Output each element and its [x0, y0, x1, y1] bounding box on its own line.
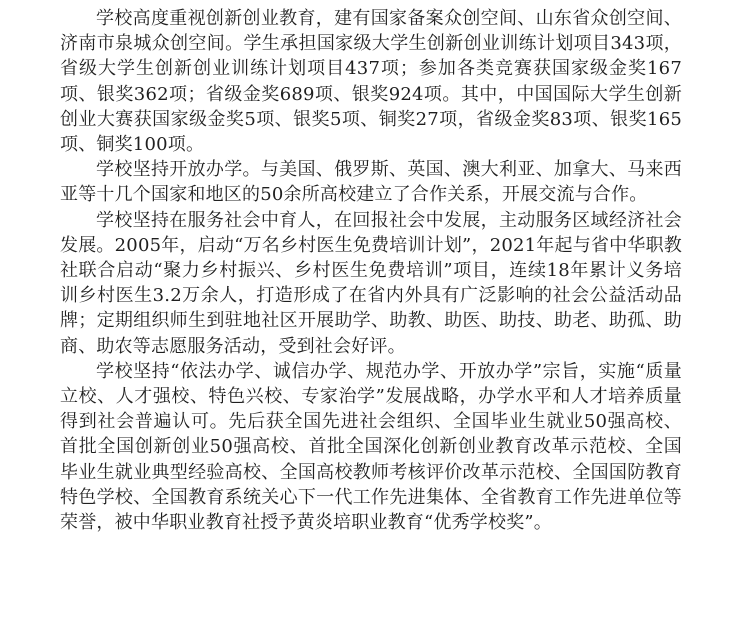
paragraph-social-service: 学校坚持在服务社会中育人，在回报社会中发展，主动服务区域经济社会发展。2005年，启动“万名乡村医生免费培训计划”，2021年起与省中华职教社联合启动“聚力乡村振兴、乡村医生免费培训”项目，连续18年累计义务培训乡村医生3.2万余人，打造形成了在省内外具有广泛影响的社会公益活动品牌；定期组织师生到驻地社区开展助学、助教、助医、助技、助老、助孤、助商、助农等志愿服务活动，受到社会好评。 [60, 209, 682, 357]
paragraph-honors: 学校坚持“依法办学、诚信办学、规范办学、开放办学”宗旨，实施“质量立校、人才强校、特色兴校、专家治学”发展战略，办学水平和人才培养质量得到社会普遍认可。先后获全国先进社会组织、全国毕业生就业50强高校、首批全国创新创业50强高校、首批全国深化创新创业教育改革示范校、全国毕业生就业典型经验高校、全国高校教师考核评价改革示范校、全国国防教育特色学校、全国教育系统关心下一代工作先进集体、全省教育工作先进单位等荣誉，被中华职业教育社授予黄炎培职业教育“优秀学校奖”。 [60, 360, 682, 534]
paragraph-open-education: 学校坚持开放办学。与美国、俄罗斯、英国、澳大利亚、加拿大、马来西亚等十几个国家和地区的50余所高校建立了合作关系，开展交流与合作。 [60, 159, 682, 206]
paragraph-innovation-entrepreneurship: 学校高度重视创新创业教育，建有国家备案众创空间、山东省众创空间、济南市泉城众创空间。学生承担国家级大学生创新创业训练计划项目343项，省级大学生创新创业训练计划项目437项；参加各类竞赛获国家级金奖167项、银奖362项；省级金奖689项、银奖924项。其中，中国国际大学生创新创业大赛获国家级金奖5项、银奖5项、铜奖27项，省级金奖83项、银奖165项、铜奖100项。 [60, 8, 682, 156]
